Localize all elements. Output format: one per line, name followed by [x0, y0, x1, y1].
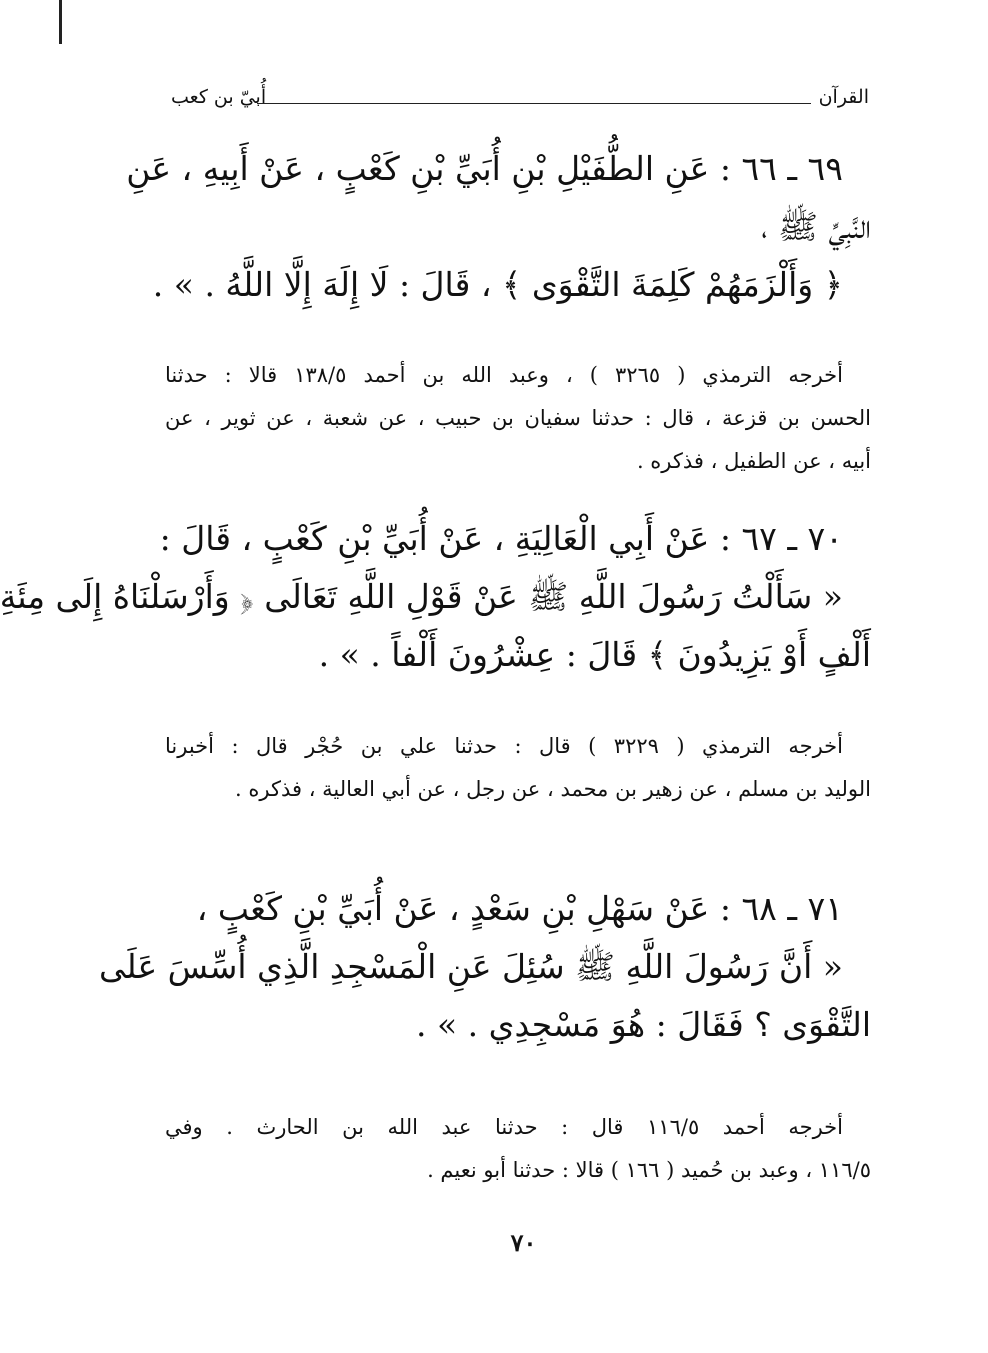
hadith-line: ٦٩ ـ ٦٦ : عَنِ الطُّفَيْلِ بْنِ أُبَيِّ بْنِ كَعْبٍ ، عَنْ أَبِيهِ ، عَنِ — [126, 149, 843, 188]
takhrij-line: ١١٦/٥ ، وعبد بن حُميد ( ١٦٦ ) قالا : حدثنا أبو نعيم . — [427, 1158, 871, 1182]
takhrij-line: أخرجه الترمذي ( ٣٢٢٩ ) قال : حدثنا علي بن حُجْر قال : أخبرنا — [165, 734, 843, 758]
hadith-line: ٧١ ـ ٦٨ : عَنْ سَهْلِ بْنِ سَعْدٍ ، عَنْ أُبَيِّ بْنِ كَعْبٍ ، — [196, 889, 843, 928]
takhrij-line: أخرجه الترمذي ( ٣٢٦٥ ) ، وعبد الله بن أحمد ١٣٨/٥ قالا : حدثنا — [165, 363, 843, 387]
takhrij-70 — [165, 725, 871, 811]
takhrij-line: أبيه ، عن الطفيل ، فذكره . — [636, 449, 871, 473]
hadith-text-70 — [0, 510, 871, 684]
takhrij-line: الحسن بن قزعة ، قال : حدثنا سفيان بن حبيب ، عن شعبة ، عن ثوير ، عن — [165, 406, 871, 430]
hadith-line: ﴿ وَأَلْزَمَهُمْ كَلِمَةَ التَّقْوَى ﴾ ، قَالَ : لَا إِلَهَ إِلَّا اللَّهُ . » . — [152, 265, 843, 304]
hadith-text-69 — [126, 140, 871, 314]
hadith-text-71 — [99, 880, 871, 1054]
running-header — [171, 86, 869, 116]
hadith-line: النَّبِيِّ ﷺ ، — [761, 207, 871, 246]
header-companion-name: أُبيّ بن كعب — [171, 86, 267, 108]
page-number: ٧٠ — [510, 1228, 537, 1257]
hadith-line: « أَنَّ رَسُولَ اللَّهِ ﷺ سُئِلَ عَنِ الْمَسْجِدِ الَّذِي أُسِّسَ عَلَى — [99, 947, 843, 986]
hadith-line: التَّقْوَى ؟ فَقَالَ : هُوَ مَسْجِدِي . » . — [416, 1005, 871, 1044]
header-rule — [257, 103, 811, 104]
hadith-line: ٧٠ ـ ٦٧ : عَنْ أَبِي الْعَالِيَةِ ، عَنْ أُبَيِّ بْنِ كَعْبٍ ، قَالَ : — [159, 519, 843, 558]
header-chapter-title: القرآن — [818, 86, 869, 108]
hadith-line: « سَأَلْتُ رَسُولَ اللَّهِ ﷺ عَنْ قَوْلِ اللَّهِ تَعَالَى ﴿ وَأَرْسَلْنَاهُ إِلَى مِئَةِ — [0, 577, 843, 616]
takhrij-71 — [165, 1106, 871, 1192]
takhrij-69 — [165, 354, 871, 483]
takhrij-line: الوليد بن مسلم ، عن زهير بن محمد ، عن رجل ، عن أبي العالية ، فذكره . — [235, 777, 871, 801]
hadith-line: أَلْفٍ أَوْ يَزِيدُونَ ﴾ قَالَ : عِشْرُونَ أَلْفاً . » . — [318, 635, 871, 674]
scan-edge-mark — [59, 0, 62, 44]
takhrij-line: أخرجه أحمد ١١٦/٥ قال : حدثنا عبد الله بن الحارث . وفي — [165, 1115, 843, 1139]
